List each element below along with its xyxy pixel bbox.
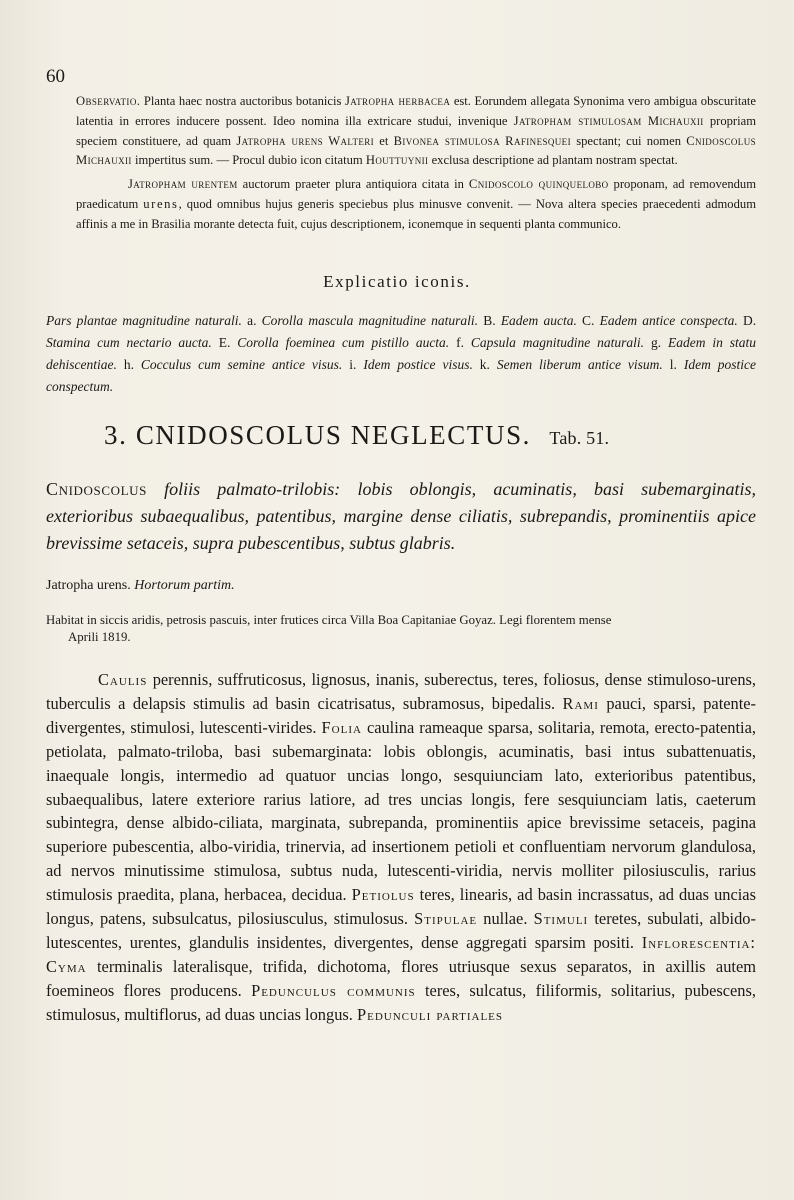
obs-text: impertitus sum. — Procul dubio icon citatum <box>134 153 363 168</box>
species-name: CNIDOSCOLUS NEGLECTUS. <box>135 420 532 450</box>
obs-text: exclusa descriptione ad plantam nostram spectat. <box>431 153 678 168</box>
figure-caption: Eadem antice conspecta. <box>599 313 738 328</box>
organ-term: Folia <box>321 717 362 737</box>
synonym-source: Hortorum partim. <box>134 578 235 593</box>
organ-term: Pedunculi partiales <box>356 1004 504 1024</box>
obs-text: et <box>379 133 389 148</box>
observatio-block <box>76 92 756 235</box>
author-name: Rafinesquei <box>505 133 571 148</box>
figure-caption: Idem postice conspectum. <box>46 357 757 394</box>
description-text: terminalis lateralisque, trifida, dichotoma, flores utriusque sexus separatos, in axillis autem foemineos flores producens. <box>46 956 756 1000</box>
figure-letter: D. <box>742 313 757 328</box>
habitat-text: Habitat in siccis aridis, petrosis pascuis, inter frutices circa Villa Boa Capitaniae Goyaz. Legi florentem mense <box>46 613 612 627</box>
author-name: Houttuynii <box>365 153 429 168</box>
figure-caption: Eadem in statu dehiscentiae. <box>46 335 757 372</box>
organ-term: Caulis <box>98 670 148 689</box>
organ-term: Petiolus <box>351 885 415 905</box>
taxon-name: Cnidoscolus Michauxii <box>76 133 757 168</box>
figure-caption: Corolla foeminea cum pistillo aucta. <box>237 335 450 350</box>
description-text: nullae. <box>483 909 528 929</box>
figure-letter: B. <box>483 313 496 328</box>
observatio-paragraph-1 <box>76 92 756 171</box>
taxon-name: Bivonea stimulosa <box>393 133 500 148</box>
observatio-label: Observatio. <box>76 94 141 108</box>
figure-letter: i. <box>349 357 357 372</box>
figure-letter: C. <box>582 313 595 328</box>
organ-term: Stipulae <box>414 909 478 929</box>
habitat <box>46 612 756 646</box>
figure-letter: f. <box>456 335 464 350</box>
species-number: 3. <box>104 420 128 450</box>
plate-reference: Tab. 51. <box>549 428 610 448</box>
page-number: 60 <box>46 66 65 87</box>
description-text: pauci, sparsi, patente-divergentes, stimulosi, lutescenti-virides. <box>46 693 757 737</box>
author-name: Walteri <box>328 133 375 148</box>
figure-caption: Pars plantae magnitudine naturali. <box>46 313 242 328</box>
description <box>46 668 756 1027</box>
diagnosis-genus: Cnidoscolus <box>46 479 147 499</box>
organ-term: Pedunculus communis <box>251 980 416 1000</box>
description-text: caulina rameaque sparsa, solitaria, remota, erecto-patentia, petiolata, palmato-triloba, basi subemarginata: lobis oblongis, acuminatis, basi intus subattenuatis, inaequale longis, intermedio ad quatuor uncias longo, sesquiunciam lato, exterioribus patentibus, subaequalibus, latere exteriore rarius latiore, ad tres uncias longis, fere sesquiunciam latis, caeterum subintegra, dense albido-ciliata, marginata, subrepanda, prominentiis apice brevissime setaceis, pagina superiore pubescentia, albo-viridia, trinervia, ad insertionem petioli et confluentiam nervorum glandulosa, ad nervos minutissime stimulosa, subtus nuda, lutescenti-viridia, nervis molliter pilosiusculis, rarius stimulosis praedita, plana, herbacea, decidua. <box>46 717 756 905</box>
figure-caption: Corolla mascula magnitudine naturali. <box>261 313 479 328</box>
figure-letter: E. <box>218 335 231 350</box>
spaced-word: urens <box>143 196 179 211</box>
obs-text: , quod omnibus hujus generis speciebus plus minusve convenit. — Nova altera species praecedenti admodum affinis a me in Brasilia morante detecta fuit, cujus descriptionem, iconemque in sequenti planta communico. <box>76 196 756 231</box>
organ-term: Stimuli <box>533 909 589 929</box>
description-paragraph <box>46 668 756 1027</box>
figure-letter: l. <box>669 357 677 372</box>
organ-term: Cyma <box>46 956 87 976</box>
description-text: teretes, subulati, albido-lutescentes, urentes, glandulis insidentes, divergentes, dense aggregati sparsim positi. <box>46 909 756 952</box>
explicatio-title: Explicatio iconis. <box>323 272 471 291</box>
figure-caption: Cocculus cum semine antice visus. <box>140 357 343 372</box>
taxon-name: Cnidoscolo quinquelobo <box>468 177 609 192</box>
obs-text: proponam, ad removendum praedicatum <box>76 177 757 211</box>
organ-term: Rami <box>562 693 599 713</box>
species-heading <box>104 420 764 451</box>
figure-letter: g. <box>650 335 662 350</box>
figure-caption: Semen liberum antice visum. <box>496 357 663 372</box>
figure-letter: a. <box>247 313 257 328</box>
organ-term: Inflorescentia: <box>641 932 756 952</box>
obs-text: Planta haec nostra auctoribus botanicis <box>143 94 342 108</box>
author-name: Michauxii <box>647 113 704 128</box>
figure-caption: Eadem aucta. <box>500 313 577 328</box>
diagnosis <box>46 476 756 557</box>
figure-caption: Stamina cum nectario aucta. <box>46 335 212 350</box>
obs-text: est. Eorundem allegata Synonima vero ambigua obscuritate latentia in errores inducere possent. Ideo nomina illa extricare studui, invenique <box>76 94 757 128</box>
figure-letter: h. <box>123 357 134 372</box>
taxon-name: Jatropha urens <box>236 133 324 148</box>
figure-caption: Capsula magnitudine naturali. <box>470 335 645 350</box>
synonym-line <box>46 578 756 594</box>
observatio-paragraph-2 <box>76 175 756 234</box>
synonym-name: Jatropha urens. <box>46 578 131 593</box>
obs-text: propriam speciem constituere, ad quam <box>76 113 756 148</box>
obs-text: spectant; cui nomen <box>576 133 681 148</box>
taxon-name: Jatropha herbacea <box>344 94 451 108</box>
diagnosis-text: foliis palmato-trilobis: lobis oblongis, acuminatis, basi subemarginatis, exterioribus subaequalibus, patentibus, margine dense ciliatis, subrepandis, prominentiis apice brevissime setaceis, supra pubescentibus, subtus glabris. <box>46 479 756 553</box>
description-text: teres, linearis, ad basin incrassatus, ad duas uncias longus, patens, subsulcatus, pilosiusculus, stimulosus. <box>46 885 756 929</box>
taxon-name: Jatropham stimulosam <box>513 113 642 128</box>
figure-letter: k. <box>479 357 490 372</box>
explicatio-text <box>46 310 756 398</box>
habitat-date: Aprili 1819. <box>68 630 131 644</box>
obs-text: auctorum praeter plura antiquiora citata in <box>242 177 464 192</box>
description-text: perennis, suffruticosus, lignosus, inanis, suberectus, teres, foliosus, dense stimuloso-urens, tuberculis a delapsis stimulis ad basin cicatrisatus, subramosus, bipedalis. <box>46 670 757 713</box>
taxon-name: Jatropham urentem <box>128 177 238 192</box>
description-text: teres, sulcatus, filiformis, solitarius, pubescens, stimulosus, multiflorus, ad duas uncias longus. <box>46 980 756 1024</box>
figure-caption: Idem postice visus. <box>363 357 473 372</box>
